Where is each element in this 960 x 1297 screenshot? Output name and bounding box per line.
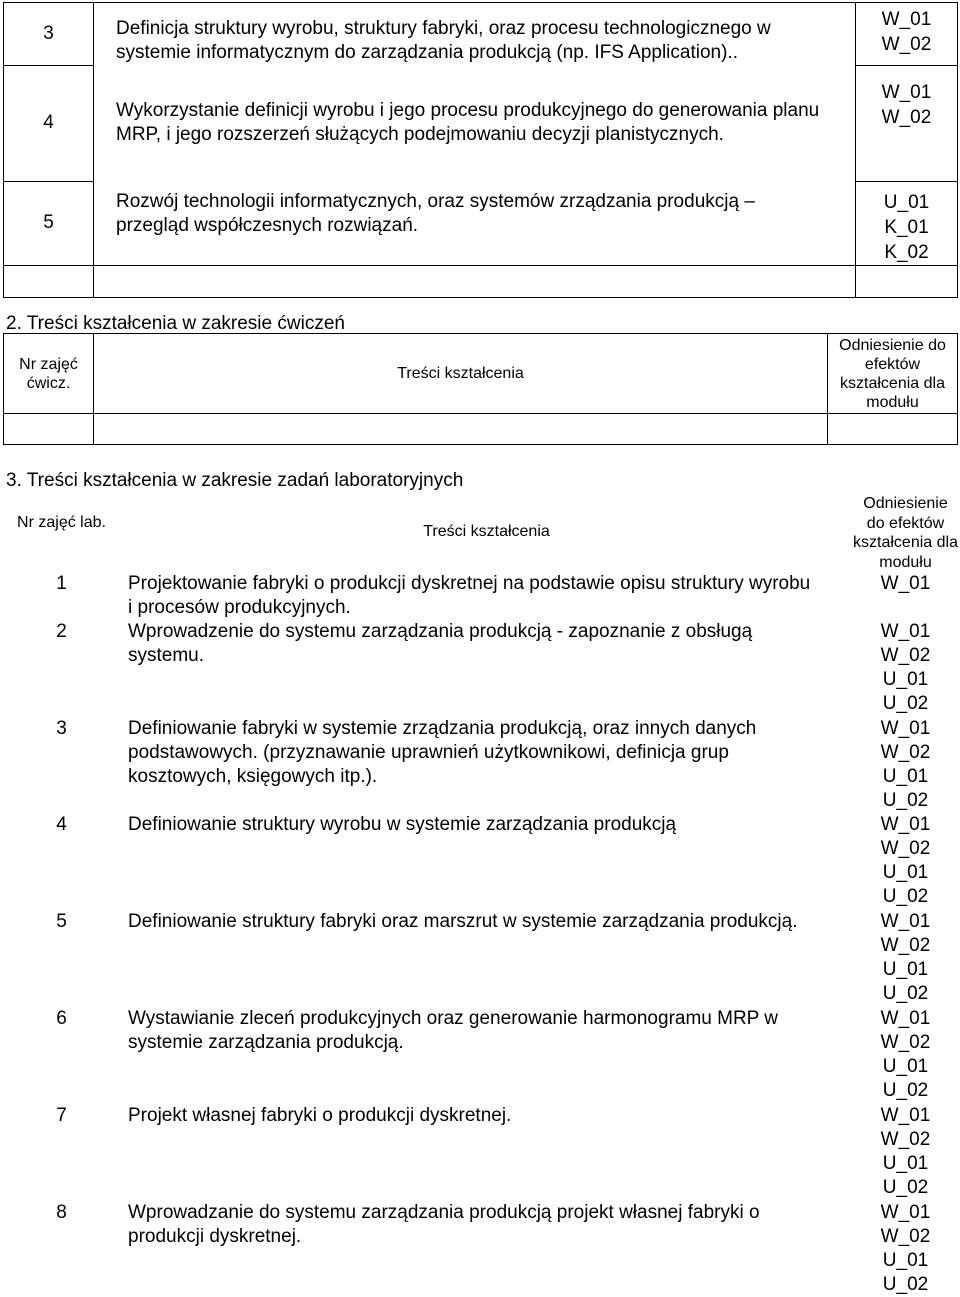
effect-code: U_02: [882, 1177, 929, 1198]
table-row: [3, 1104, 958, 1201]
effect-code: W_02: [880, 935, 931, 956]
row-number: 6: [56, 1008, 67, 1029]
column-header-content: Treści kształcenia: [423, 523, 550, 540]
column-header-effects: Odniesienie do efektów kształcenia dla modułu: [828, 334, 958, 414]
effect-code: W_02: [880, 645, 931, 666]
effect-code: W_01: [880, 1008, 931, 1029]
row-text: Projekt własnej fabryki o produkcji dyskretnej.: [128, 1105, 512, 1126]
row-number: 8: [56, 1202, 67, 1223]
table-header-row: [4, 334, 958, 414]
effect-code: U_02: [882, 790, 929, 811]
row-number: 2: [56, 621, 67, 642]
table-row: [3, 813, 958, 910]
effect-code: U_01: [882, 766, 929, 787]
table-row: [3, 1007, 958, 1104]
table-row: [3, 1201, 958, 1297]
effect-code: W_01: [880, 573, 931, 594]
column-header-nr: Nr zajęć lab.: [17, 514, 106, 531]
row-text: Wprowadzenie do systemu zarządzania produkcją - zapoznanie z obsługą systemu.: [128, 621, 753, 666]
column-header-nr: Nr zajęć ćwicz.: [4, 334, 94, 414]
effect-code: K_01: [884, 216, 929, 238]
table-row: [3, 572, 958, 620]
table-row: [4, 3, 958, 66]
row-text: Definiowanie fabryki w systemie zrządzania produkcją, oraz innych danych podstawowych. (przyznawanie uprawnień użytkownikowi, definicja grup kosztowych, księgowych itp.).: [128, 718, 757, 787]
effect-code: U_01: [882, 1056, 929, 1077]
effect-code: W_01: [881, 81, 932, 103]
lab-content-table: [3, 494, 958, 1297]
effect-code: U_02: [882, 983, 929, 1004]
effect-code: U_02: [882, 693, 929, 714]
effect-code: W_02: [881, 106, 932, 128]
effect-code: K_02: [884, 241, 929, 263]
row-text: Definiowanie struktury wyrobu w systemie zarządzania produkcją: [128, 814, 677, 835]
row-number: 3: [56, 718, 67, 739]
table-row-empty: [4, 414, 958, 445]
effect-code: W_02: [880, 1032, 931, 1053]
effect-code: W_01: [880, 718, 931, 739]
row-number: 4: [4, 65, 94, 181]
table-row: [4, 65, 958, 181]
table-row: [3, 620, 958, 717]
table-row: [3, 910, 958, 1007]
row-text: Wykorzystanie definicji wyrobu i jego procesu produkcyjnego do generowania planu MRP, i jego rozszerzeń służących podejmowaniu decyzji planistycznych.: [116, 100, 820, 145]
effect-code: U_01: [882, 862, 929, 883]
effect-code: U_02: [882, 1080, 929, 1101]
effect-code: W_01: [880, 621, 931, 642]
row-number: 1: [56, 573, 67, 594]
row-number: 7: [56, 1105, 67, 1126]
effect-code: U_01: [882, 1250, 929, 1271]
effect-code: U_02: [882, 1274, 929, 1295]
effect-code: W_01: [881, 9, 932, 30]
effect-code: U_02: [882, 886, 929, 907]
effect-code: W_01: [880, 814, 931, 835]
effect-code: W_01: [880, 911, 931, 932]
effect-code: W_02: [880, 1129, 931, 1150]
section-title-exercises: 2. Treści kształcenia w zakresie ćwiczeń: [6, 313, 345, 334]
effect-code: U_01: [882, 1153, 929, 1174]
row-text: Definiowanie struktury fabryki oraz marszrut w systemie zarządzania produkcją.: [128, 911, 798, 932]
row-number: 4: [56, 814, 67, 835]
effect-code: W_01: [880, 1105, 931, 1126]
effect-code: U_01: [883, 191, 930, 213]
table-row-empty: [4, 265, 958, 297]
effect-code: U_01: [882, 669, 929, 690]
table-header-row: [3, 494, 958, 572]
row-number: 5: [56, 911, 67, 932]
effect-code: W_02: [880, 742, 931, 763]
row-text: Projektowanie fabryki o produkcji dyskretnej na podstawie opisu struktury wyrobu i procesów produkcyjnych.: [128, 573, 811, 618]
row-text: Rozwój technologii informatycznych, oraz systemów zrządzania produkcją – przegląd współczesnych rozwiązań.: [116, 191, 755, 236]
exercise-content-table: [3, 333, 958, 445]
row-text: Wprowadzanie do systemu zarządzania produkcją projekt własnej fabryki o produkcji dyskretnej.: [128, 1202, 760, 1247]
effect-code: W_02: [881, 34, 932, 55]
column-header-effects: Odniesienie do efektów kształcenia dla modułu: [853, 495, 958, 571]
row-number: 3: [4, 3, 94, 66]
effect-code: W_02: [880, 838, 931, 859]
effect-code: U_01: [882, 959, 929, 980]
section-title-labs: 3. Treści kształcenia w zakresie zadań laboratoryjnych: [6, 470, 464, 491]
table-row: [4, 181, 958, 265]
effect-code: W_01: [880, 1202, 931, 1223]
table-row: [3, 717, 958, 813]
lecture-content-table: [3, 2, 958, 298]
row-number: 5: [4, 181, 94, 265]
row-text: Definicja struktury wyrobu, struktury fabryki, oraz procesu technologicznego w systemie informatycznym do zarządzania produkcją (np. IFS Application)..: [116, 18, 771, 63]
row-text: Wystawianie zleceń produkcyjnych oraz generowanie harmonogramu MRP w systemie zarządzania produkcją.: [128, 1008, 779, 1053]
column-header-content: Treści kształcenia: [94, 334, 828, 414]
effect-code: W_02: [880, 1226, 931, 1247]
